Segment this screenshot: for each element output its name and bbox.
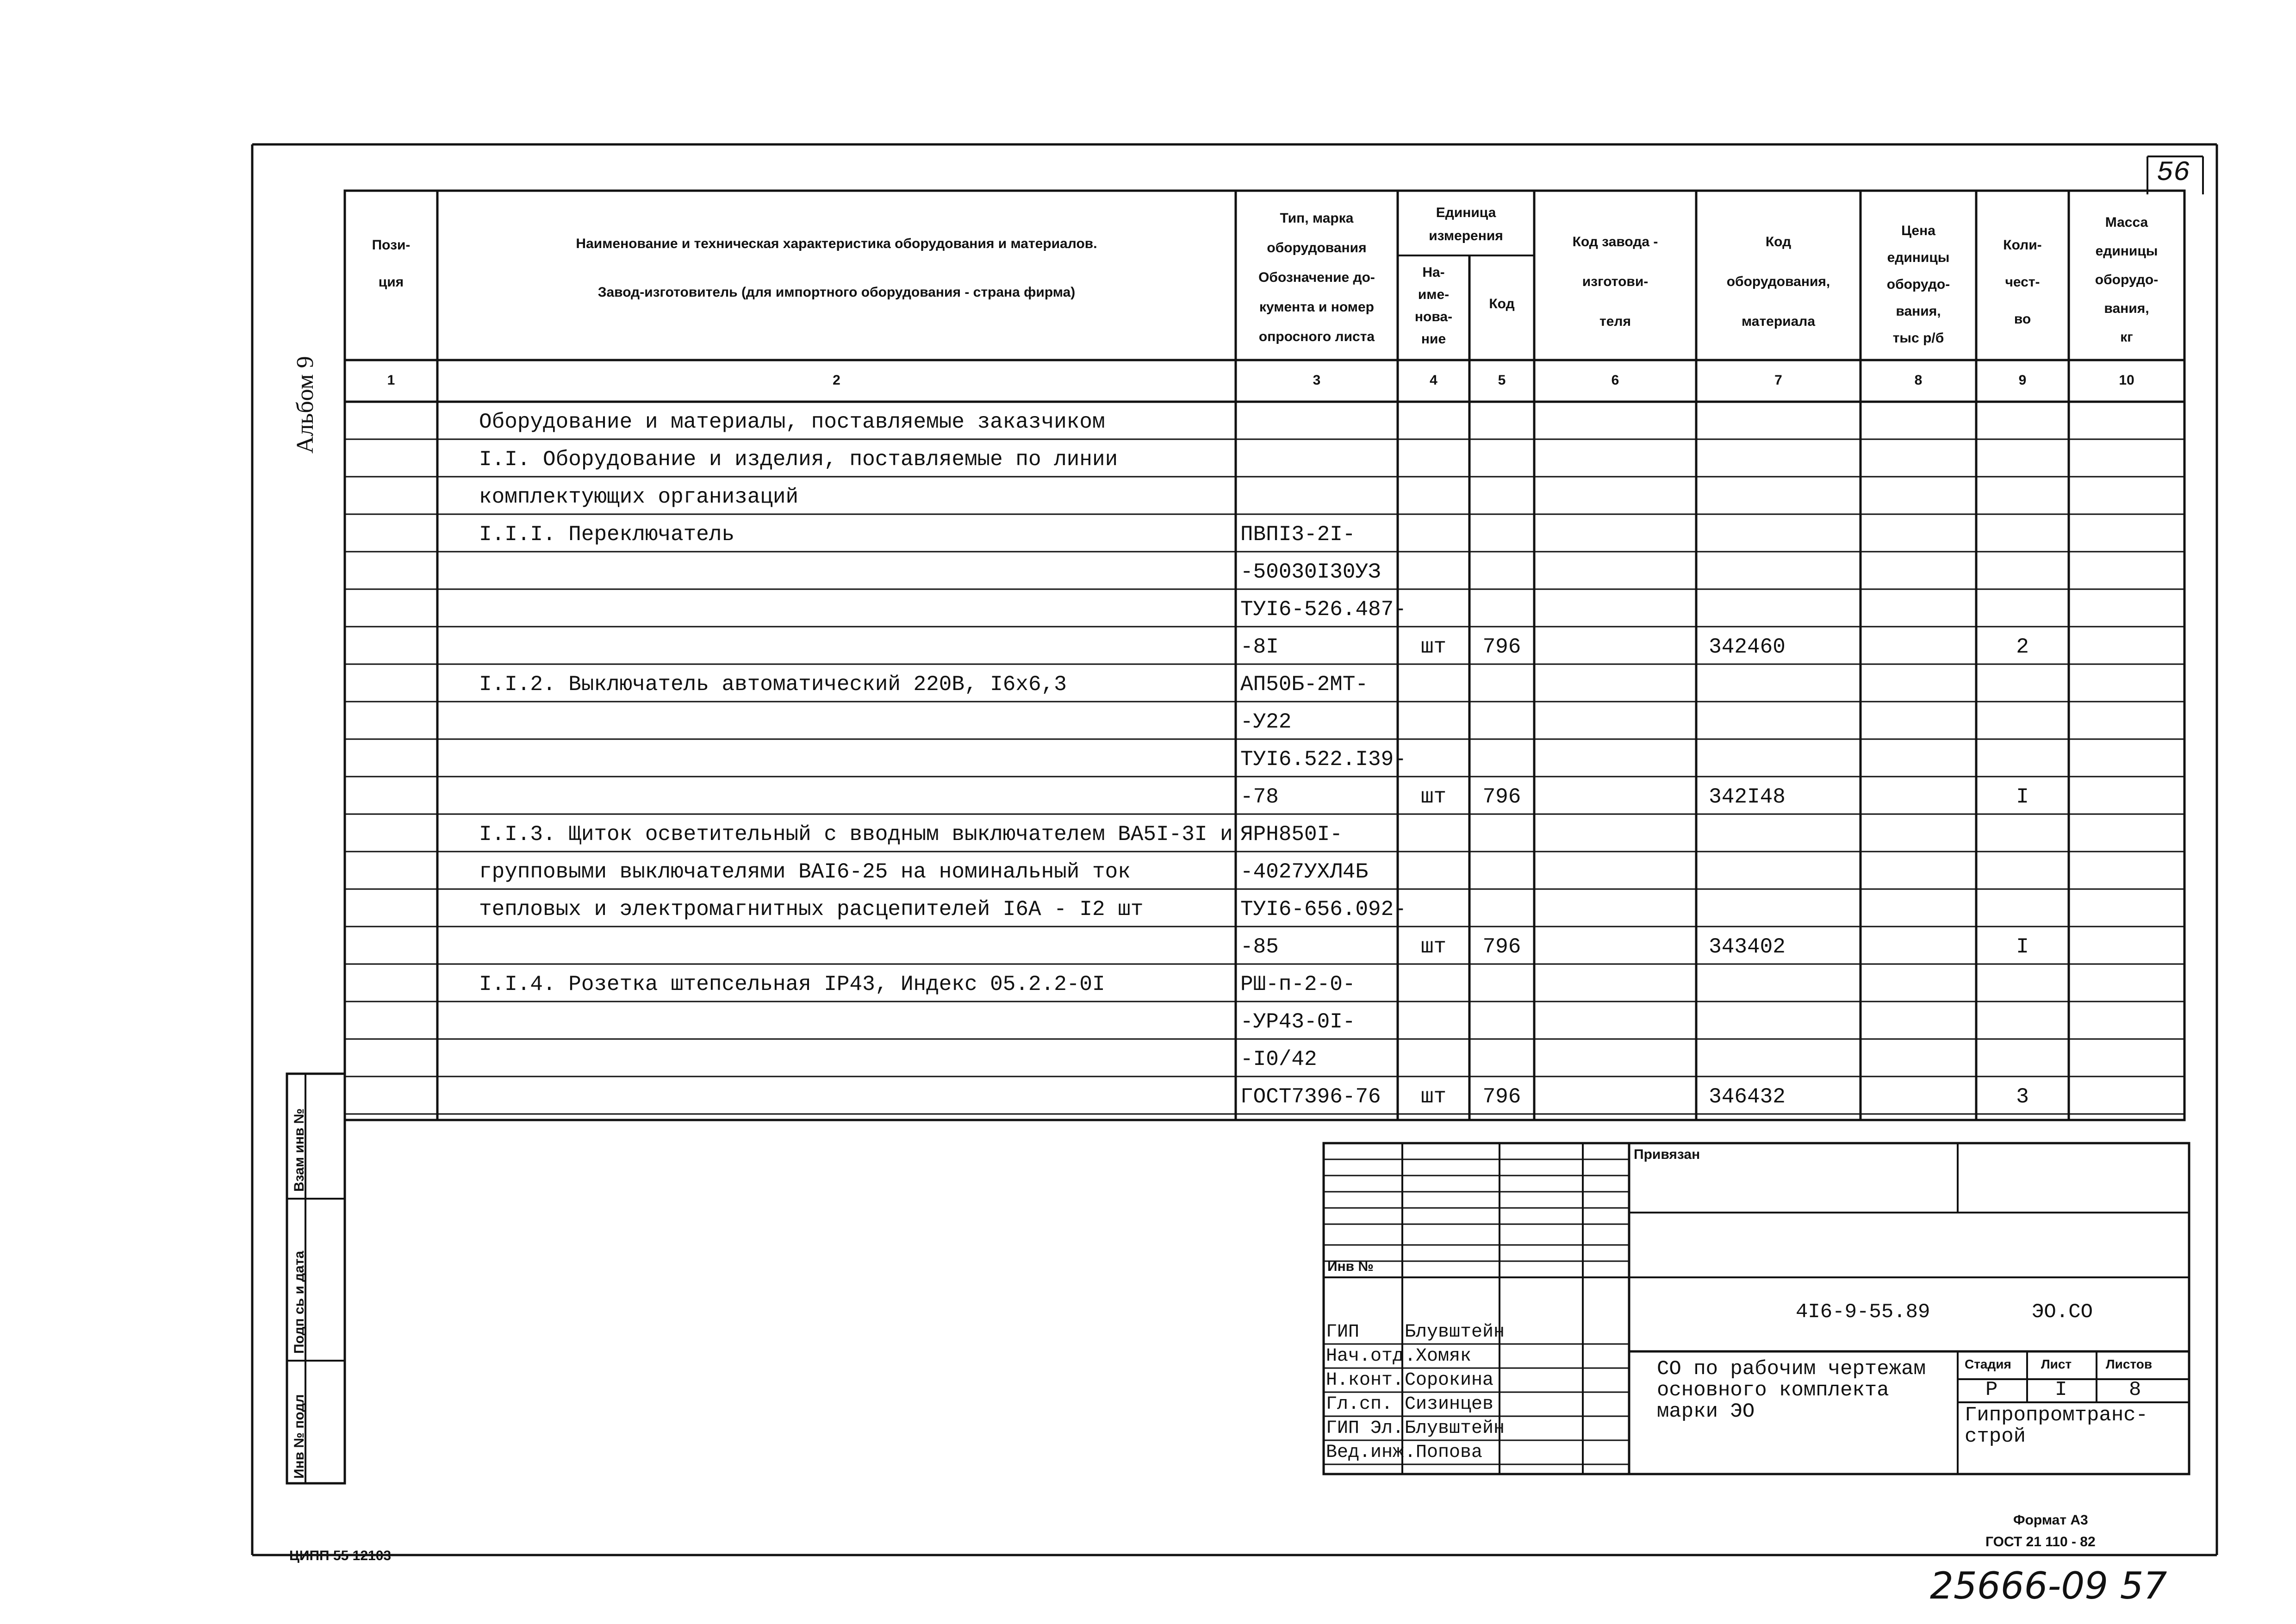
item-name: групповыми выключателями ВАI6-25 на номинальный ток [479,860,1131,884]
inventory-number: 25666-09 57 [1930,1564,2167,1607]
column-number: 7 [1774,373,1782,388]
item-unit: шт [1420,1085,1447,1109]
page-number: 56 [2157,157,2190,189]
header-material-code: Код оборудования, материала [1726,234,1830,329]
column-number: 5 [1498,373,1506,388]
signatory-role: ГИП Эл. [1326,1418,1404,1439]
header-type: Тип, марка оборудования Обозначение до- кумента и номер опросного листа [1258,211,1375,344]
item-material-code: 342I48 [1709,785,1786,809]
item-unit: шт [1420,785,1447,809]
stamp-original-inv: Инв № подл [292,1394,307,1479]
item-quantity: I [2016,935,2029,959]
header-unit: Единица измерения [1429,205,1503,243]
format-label: Формат А3 [2013,1512,2088,1528]
column-number: 4 [1430,373,1437,388]
header-name-line1: Наименование и техническая характеристика оборудования и материалов. [576,236,1097,251]
signatory-role: Вед.инж [1326,1442,1404,1463]
signatory-name: Сизинцев [1405,1394,1494,1415]
signatory-role: Нач.отд [1326,1346,1404,1367]
inv-number-label: Инв № [1327,1259,1374,1274]
organization: Гипропромтранс- строй [1965,1404,2148,1448]
column-number: 3 [1313,373,1321,388]
item-type: -50030I30УЗ [1240,560,1381,584]
item-type: ТУI6.522.I39- [1240,747,1406,772]
stamp-replacement-inv: Взам инв № [292,1108,307,1192]
item-unit: шт [1420,635,1447,659]
item-material-code: 342460 [1709,635,1786,659]
column-number: 1 [387,373,395,388]
item-unit-code: 796 [1482,635,1521,659]
item-name: I.I.3. Щиток осветительный с вводным выключателем ВА5I-3I и [479,822,1233,846]
item-material-code: 346432 [1709,1085,1786,1109]
stage-label: Стадия [1965,1357,2011,1371]
header-position: Пози- ция [372,237,411,290]
header-unit-code: Код [1489,296,1515,311]
item-type: -4027УХЛ4Б [1240,860,1369,884]
item-unit: шт [1420,935,1447,959]
item-name: комплектующих организаций [479,485,799,509]
item-quantity: 2 [2016,635,2029,659]
header-price: Цена единицы оборудо- вания, тыс р/б [1886,223,1950,346]
item-type: АП50Б-2МТ- [1240,672,1369,697]
item-name: I.I.I. Переключатель [479,523,735,547]
header-name-line2: Завод-изготовитель (для импортного оборудования - страна фирма) [597,285,1076,300]
privyazan-label: Привязан [1634,1147,1700,1162]
item-type: РШ-п-2-0- [1240,972,1356,996]
signatory-role: ГИП [1326,1322,1360,1343]
item-type: -78 [1240,785,1279,809]
sheet-label: Лист [2041,1357,2072,1371]
item-name: I.I. Оборудование и изделия, поставляемые по линии [479,448,1118,472]
item-name: Оборудование и материалы, поставляемые заказчиком [479,410,1105,434]
signatory-name: Блувштейн [1405,1322,1505,1343]
gost-label: ГОСТ 21 110 - 82 [1985,1534,2096,1549]
item-type: ПВПI3-2I- [1240,523,1356,547]
stamp-signature-date: Подп сь и дата [292,1251,307,1354]
item-type: -У22 [1240,710,1292,734]
column-number: 9 [2018,373,2027,388]
signatory-name: .Хомяк [1405,1346,1472,1367]
item-name: I.I.4. Розетка штепсельная IР43, Индекс 05.2.2-0I [479,972,1105,996]
header-mass: Масса единицы оборудо- вания, кг [2095,215,2159,345]
column-number: 8 [1914,373,1923,388]
item-material-code: 343402 [1709,935,1786,959]
stage-value: Р [1985,1378,1998,1401]
signatory-role: Н.конт. [1326,1370,1404,1391]
document-number: 4I6-9-55.89 [1796,1300,1930,1324]
header-quantity: Коли- чест- во [2003,237,2042,327]
column-number: 6 [1611,373,1619,388]
item-type: -8I [1240,635,1279,659]
sheets-value: 8 [2129,1378,2141,1401]
signatory-role: Гл.сп. [1326,1394,1393,1415]
cipp-label: ЦИПП 55 12103 [289,1548,392,1563]
item-type: ЯРН850I- [1240,822,1343,846]
item-name: тепловых и электромагнитных расцепителей I6А - I2 шт [479,897,1144,921]
item-name: I.I.2. Выключатель автоматический 220В, I6х6,3 [479,672,1067,697]
album-label: Альбом 9 [292,356,318,454]
item-unit-code: 796 [1482,785,1521,809]
item-type: -I0/42 [1240,1047,1317,1071]
signatory-name: Блувштейн [1405,1418,1505,1439]
item-type: -85 [1240,935,1279,959]
document-description: СО по рабочим чертежам основного комплекта марки ЭО [1657,1357,1926,1423]
sheets-label: Листов [2106,1357,2153,1371]
item-type: ТУI6-526.487- [1240,597,1406,622]
sheet-value: I [2055,1378,2067,1401]
item-quantity: 3 [2016,1085,2029,1109]
signatory-name: .Попова [1405,1442,1483,1463]
header-unit-name: На- име- нова- ние [1414,265,1453,347]
column-number: 10 [2119,373,2134,388]
item-type: ГОСТ7396-76 [1240,1085,1381,1109]
item-unit-code: 796 [1482,935,1521,959]
signatory-name: Сорокина [1405,1370,1494,1391]
sheet-code: ЭО.СО [2032,1300,2093,1324]
column-number: 2 [833,373,840,388]
header-manufacturer-code: Код завода - изготови- теля [1572,234,1658,329]
item-type: -УР43-0I- [1240,1010,1356,1034]
item-type: ТУI6-656.092- [1240,897,1406,921]
item-unit-code: 796 [1482,1085,1521,1109]
item-quantity: I [2016,785,2029,809]
